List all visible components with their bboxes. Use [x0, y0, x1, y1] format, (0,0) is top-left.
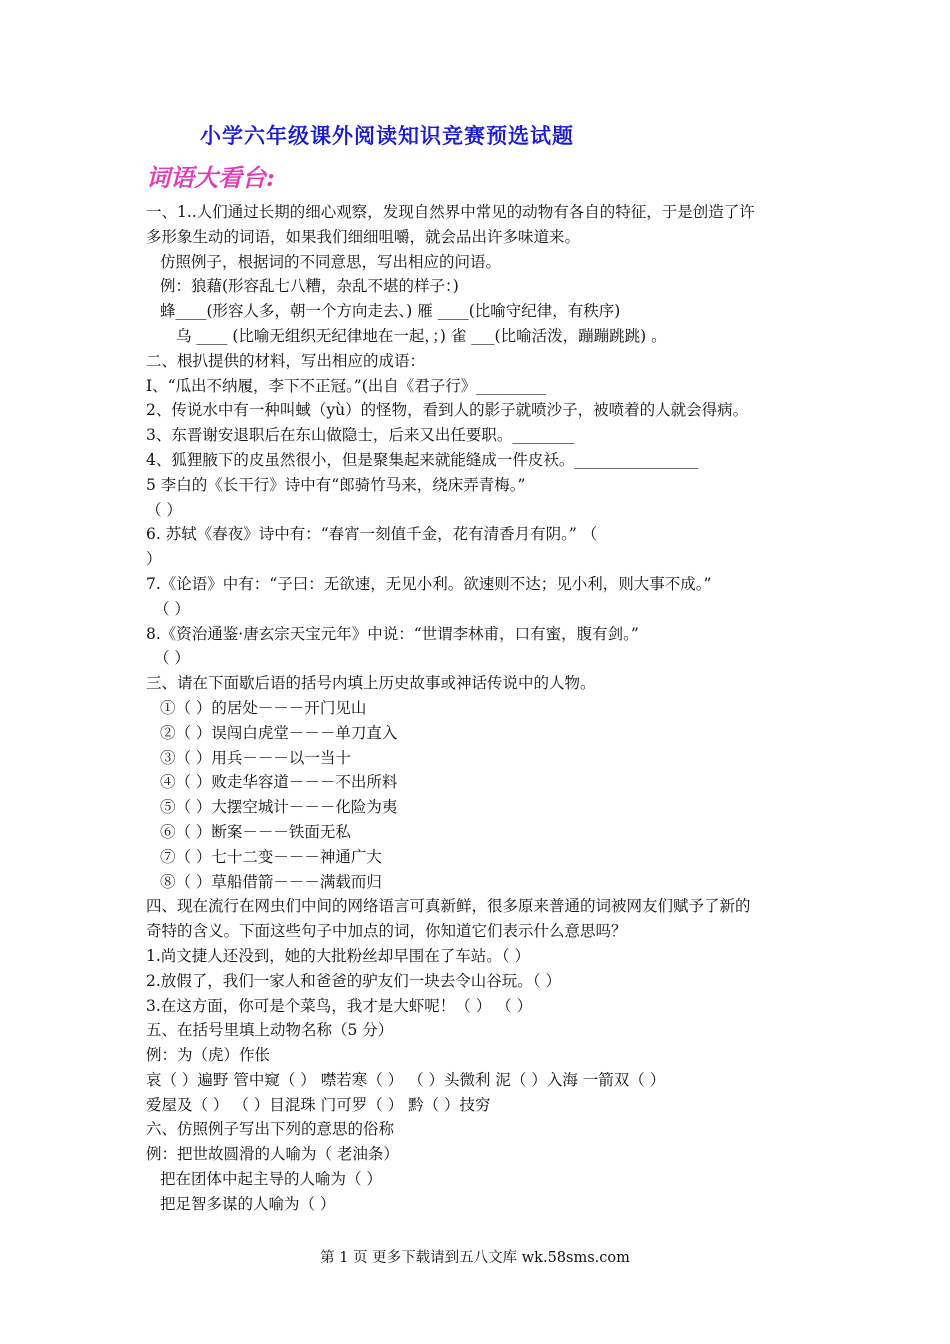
list-item: ③（ ）用兵－－－以一当十	[160, 748, 351, 767]
text-line: 四、现在流行在网虫们中间的网络语言可真新鲜，很多原来普通的词被网友们赋予了新的	[146, 897, 751, 916]
text-line: 3、东晋谢安退职后在东山做隐士，后来又出任要职。________	[146, 426, 575, 445]
text-line: 三、请在下面歇后语的括号内填上历史故事或神话传说中的人物。	[146, 674, 596, 693]
text-line: 哀（ ）遍野 管中窥（ ） 噤若寒（ ） （ ）头微利 泥（ ）入海 一箭双（ ）	[146, 1070, 666, 1089]
text-line: 5 李白的《长干行》诗中有“郎骑竹马来，绕床弄青梅。”	[146, 475, 526, 494]
text-line: 一、1..人们通过长期的细心观察，发现自然界中常见的动物有各自的特征，于是创造了许	[146, 203, 755, 221]
text-line: 蜂____(形容人多，朝一个方向走去、) 雁 ____(比喻守纪律，有秩序)	[160, 302, 621, 321]
text-line: 1.尚文捷人还没到，她的大批粉丝却早围在了车站。（ ）	[146, 946, 530, 965]
text-line: 例：狼藉(形容乱七八糟，杂乱不堪的样子：)	[160, 277, 459, 296]
text-line: 把在团体中起主导的人喻为（ ）	[160, 1170, 382, 1189]
page-title: 小学六年级课外阅读知识竞赛预选试题	[200, 123, 574, 148]
text-line: 多形象生动的词语，如果我们细细咀嚼，就会品出许多味道来。	[146, 227, 581, 246]
text-line: 2、传说水中有一种叫蜮（yù）的怪物，看到人的影子就喷沙子，被喷着的人就会得病。	[146, 401, 749, 420]
section-heading: 词语大看台:	[146, 163, 275, 192]
text-line: 4、狐狸腋下的皮虽然很小，但是聚集起来就能缝成一件皮袄。________________	[146, 450, 699, 469]
document-body	[146, 200, 826, 1217]
text-line: 6. 苏轼《春夜》诗中有：“春宵一刻值千金，花有清香月有阴。” （	[146, 525, 598, 544]
text-line: 把足智多谋的人喻为（ ）	[160, 1194, 336, 1213]
text-line: （ ）	[154, 599, 190, 618]
list-item: ⑥（ ）断案－－－铁面无私	[160, 822, 351, 841]
text-line: 五、在括号里填上动物名称（5 分）	[146, 1021, 394, 1040]
text-line: 3.在这方面，你可是个菜鸟，我才是大虾呢！（ ） （ ）	[146, 996, 533, 1015]
list-item: ⑦（ ）七十二变－－－神通广大	[160, 847, 382, 866]
text-line: 奇特的含义。下面这些句子中加点的词，你知道它们表示什么意思吗？	[146, 922, 627, 941]
list-item: ⑤（ ）大摆空城计－－－化险为夷	[160, 798, 398, 817]
text-line: 二、根扒提供的材料，写出相应的成语：	[146, 351, 426, 370]
text-line: 7.《论语》中有：“子曰：无欲速，无见小利。欲速则不达；见小利，则大事不成。”	[146, 574, 712, 593]
list-item: ②（ ）误闯白虎堂－－－单刀直入	[160, 723, 398, 742]
text-line: 8.《资治通鉴·唐玄宗天宝元年》中说：“世谓李林甫，口有蜜，腹有剑。”	[146, 624, 639, 643]
text-line: I、“瓜出不纳履，李下不正冠。”(出自《君子行》_________	[146, 376, 547, 395]
text-line: 乌 ____ (比喻无组织无纪律地在一起，；) 雀 ___(比喻活泼，蹦蹦跳跳) 。	[176, 326, 667, 345]
text-line: 例：把世故圆滑的人喻为（ 老油条）	[146, 1145, 399, 1164]
text-line: （ ）	[146, 500, 182, 519]
list-item: ①（ ）的居处－－－开门见山	[160, 698, 367, 717]
text-line: ）	[146, 550, 162, 569]
text-line: 爱屋及（ ） （ ）目混珠 门可罗（ ） 黔（ ）技穷	[146, 1095, 491, 1114]
text-line: 仿照例子，根据词的不同意思，写出相应的问语。	[160, 252, 502, 271]
text-line: 2.放假了，我们一家人和爸爸的驴友们一块去令山谷玩。（ ）	[146, 971, 561, 990]
list-item: ⑧（ ）草船借箭－－－满载而归	[160, 872, 382, 891]
text-line: （ ）	[154, 649, 190, 668]
page-footer: 第 1 页 更多下载请到五八文库 wk.58sms.com	[320, 1250, 630, 1266]
text-line: 例：为（虎）作伥	[146, 1046, 271, 1065]
text-line: 六、仿照例子写出下列的意思的俗称	[146, 1120, 395, 1139]
list-item: ④（ ）败走华容道－－－不出所料	[160, 773, 398, 792]
